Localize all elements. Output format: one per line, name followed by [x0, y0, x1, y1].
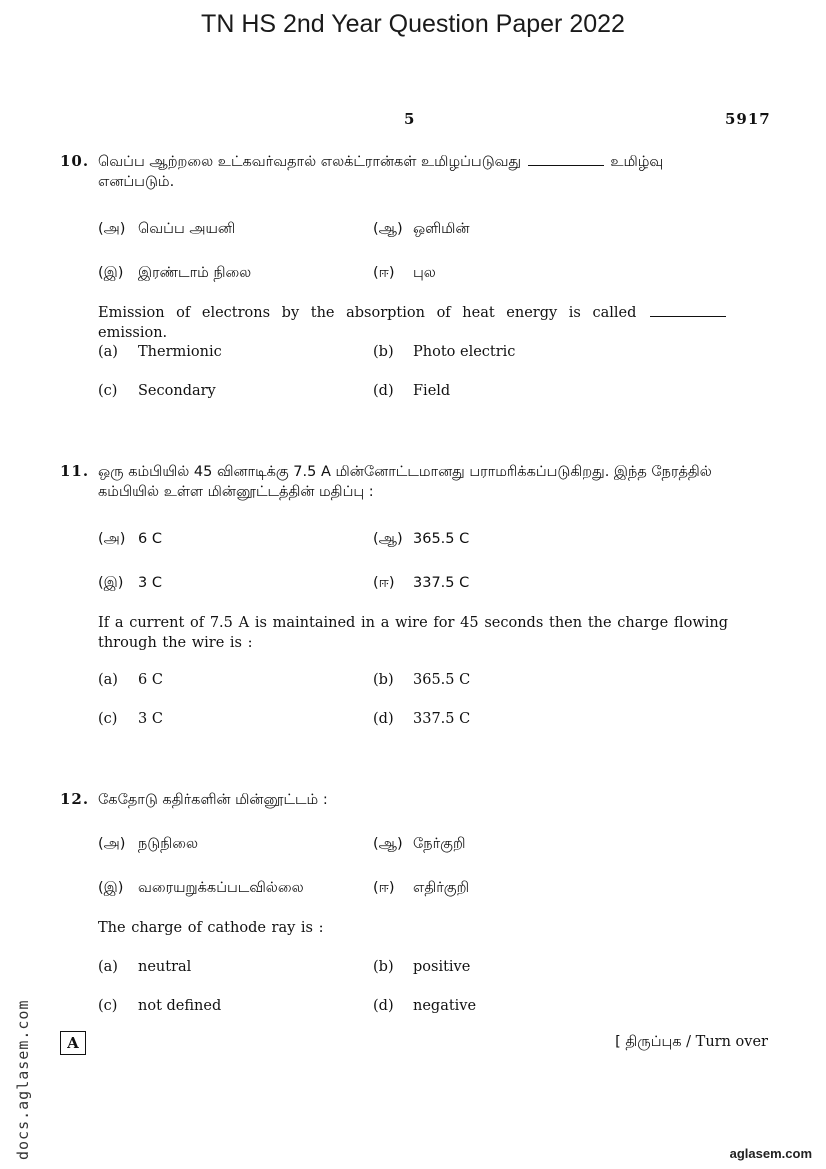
- option-english-d: (d) Field: [373, 383, 451, 399]
- turn-over-note: [ திருப்புக / Turn over: [615, 1034, 768, 1050]
- option-tamil-c: (இ) 3 C: [98, 575, 162, 591]
- option-tamil-c: (இ) இரண்டாம் நிலை: [98, 265, 252, 281]
- option-english-d: (d) negative: [373, 998, 477, 1014]
- question-text-tamil: கேதோடு கதிர்களின் மின்னூட்டம் :: [98, 792, 328, 808]
- option-tamil-d: (ஈ) புல: [373, 265, 436, 281]
- option-english-d: (d) 337.5 C: [373, 711, 471, 727]
- option-tamil-d: (ஈ) எதிர்குறி: [373, 880, 470, 896]
- option-english-a: (a) Thermionic: [98, 344, 222, 360]
- option-english-b: (b) positive: [373, 959, 471, 975]
- option-tamil-d: (ஈ) 337.5 C: [373, 575, 470, 591]
- option-tamil-a: (அ) 6 C: [98, 531, 162, 547]
- question-text-english: If a current of 7.5 A is maintained in a wire for 45 seconds then the charge flowing through the wire is :: [98, 615, 728, 651]
- option-tamil-c: (இ) வரையறுக்கப்படவில்லை: [98, 880, 304, 896]
- set-label-box: A: [60, 1031, 86, 1055]
- page-number: 5: [404, 110, 415, 128]
- answer-blank: [650, 316, 726, 317]
- answer-blank: [528, 165, 604, 166]
- option-english-c: (c) Secondary: [98, 383, 216, 399]
- page-title: TN HS 2nd Year Question Paper 2022: [201, 10, 625, 38]
- question-number: 12.: [60, 790, 90, 808]
- option-tamil-b: (ஆ) நேர்குறி: [373, 836, 466, 852]
- option-tamil-b: (ஆ) ஒளிமின்: [373, 221, 470, 237]
- side-watermark: docs.aglasem.com: [14, 999, 32, 1160]
- question-text-english: The charge of cathode ray is :: [98, 920, 324, 936]
- option-english-b: (b) Photo electric: [373, 344, 516, 360]
- option-english-b: (b) 365.5 C: [373, 672, 471, 688]
- option-english-c: (c) 3 C: [98, 711, 163, 727]
- question-text-tamil: ஒரு கம்பியில் 45 வினாடிக்கு 7.5 A மின்னோட்டமானது பராமரிக்கப்படுகிறது. இந்த நேரத்தில் கம்பியில் உள்ள மின்னூட்டத்தின் மதிப்பு :: [98, 464, 712, 500]
- question-number: 11.: [60, 462, 90, 480]
- question-text-tamil: வெப்ப ஆற்றலை உட்கவர்வதால் எலக்ட்ரான்கள் உமிழப்படுவது உமிழ்வு எனப்படும்.: [98, 154, 664, 190]
- option-english-a: (a) neutral: [98, 959, 192, 975]
- footer-brand-link[interactable]: aglasem.com: [729, 1146, 812, 1161]
- paper-code: 5917: [725, 110, 771, 128]
- option-tamil-a: (அ) நடுநிலை: [98, 836, 199, 852]
- option-english-c: (c) not defined: [98, 998, 222, 1014]
- option-english-a: (a) 6 C: [98, 672, 163, 688]
- option-tamil-b: (ஆ) 365.5 C: [373, 531, 470, 547]
- question-number: 10.: [60, 152, 90, 170]
- question-text-english: Emission of electrons by the absorption of heat energy is called emission.: [98, 303, 728, 343]
- option-tamil-a: (அ) வெப்ப அயனி: [98, 221, 236, 237]
